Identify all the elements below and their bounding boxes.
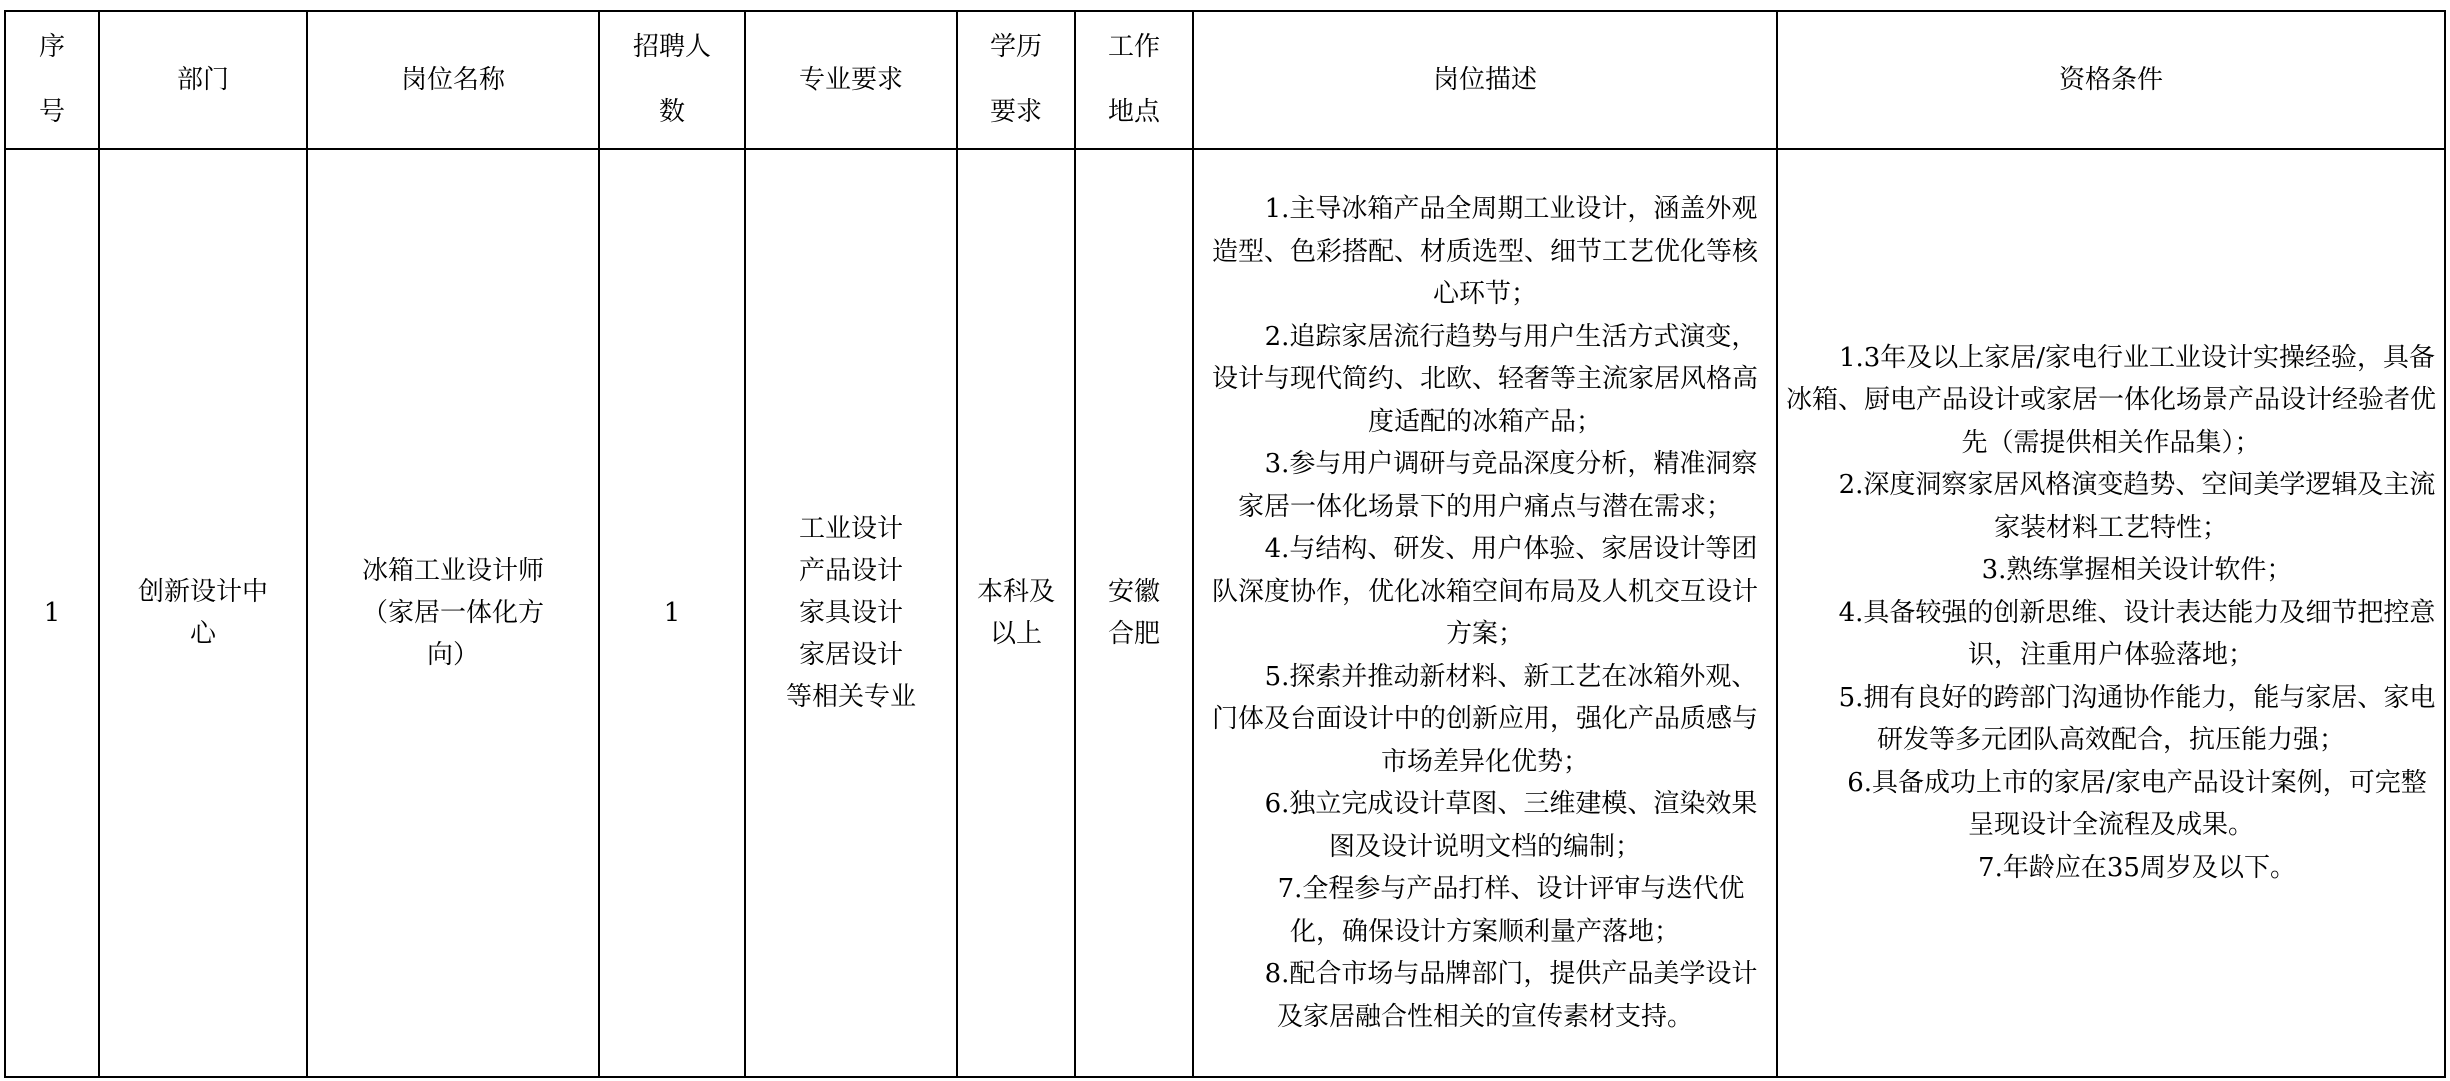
qualification-item: 3.熟练掌握相关设计软件； [1981,555,2293,586]
description-item: 4.与结构、研发、用户体验、家居设计等团队深度协作，优化冰箱空间布局及人机交互设计方案； [1211,534,1758,649]
header-education: 学历要求 [957,11,1075,149]
table-row [5,149,2445,1077]
header-position: 岗位名称 [307,11,599,149]
cell-seq: 1 [5,149,99,1077]
cell-position: 冰箱工业设计师（家居一体化方向） [307,149,599,1077]
header-qualification: 资格条件 [1777,11,2445,149]
qualification-item: 7.年龄应在35周岁及以下。 [1978,852,2296,883]
description-item: 7.全程参与产品打样、设计评审与迭代优化，确保设计方案顺利量产落地； [1277,874,1745,947]
recruitment-table [4,10,2446,1078]
qualification-item: 1.3年及以上家居/家电行业工业设计实操经验，具备冰箱、厨电产品设计或家居一体化场景产品设计经验者优先（需提供相关作品集）； [1785,342,2436,458]
major-line: 工业设计 [798,514,903,544]
description-item: 8.配合市场与品牌部门，提供产品美学设计及家居融合性相关的宣传素材支持。 [1264,959,1758,1032]
cell-education: 本科及以上 [957,149,1075,1077]
description-item: 3.参与用户调研与竞品深度分析，精准洞察家居一体化场景下的用户痛点与潜在需求； [1237,449,1758,522]
qualification-item: 6.具备成功上市的家居/家电产品设计案例，可完整呈现设计全流程及成果。 [1847,767,2427,841]
cell-location: 安徽合肥 [1075,149,1193,1077]
header-department: 部门 [99,11,307,149]
major-line: 家居设计 [798,640,903,670]
header-description: 岗位描述 [1193,11,1777,149]
description-item: 5.探索并推动新材料、新工艺在冰箱外观、门体及台面设计中的创新应用，强化产品质感与市场差异化优势； [1211,661,1758,777]
description-item: 6.独立完成设计草图、三维建模、渲染效果图及设计说明文档的编制； [1264,789,1758,862]
cell-description [1193,149,1777,1077]
major-line: 家具设计 [798,598,903,628]
header-seq: 序号 [5,11,99,149]
qualification-item: 4.具备较强的创新思维、设计表达能力及细节把控意识，注重用户体验落地； [1838,597,2436,671]
cell-major [745,149,957,1077]
description-item: 1.主导冰箱产品全周期工业设计，涵盖外观造型、色彩搭配、材质选型、细节工艺优化等核心环节； [1211,194,1758,309]
header-major: 专业要求 [745,11,957,149]
major-line: 等相关专业 [785,682,916,712]
description-item: 2.追踪家居流行趋势与用户生活方式演变，设计与现代简约、北欧、轻奢等主流家居风格高度适配的冰箱产品； [1211,321,1758,437]
header-headcount: 招聘人数 [599,11,745,149]
cell-headcount: 1 [599,149,745,1077]
cell-qualification [1777,149,2445,1077]
qualification-item: 5.拥有良好的跨部门沟通协作能力，能与家居、家电研发等多元团队高效配合，抗压能力强； [1838,682,2436,756]
cell-department: 创新设计中心 [99,149,307,1077]
major-line: 产品设计 [798,556,903,586]
header-row [5,11,2445,149]
qualification-item: 2.深度洞察家居风格演变趋势、空间美学逻辑及主流家装材料工艺特性； [1838,470,2436,543]
header-location: 工作地点 [1075,11,1193,149]
